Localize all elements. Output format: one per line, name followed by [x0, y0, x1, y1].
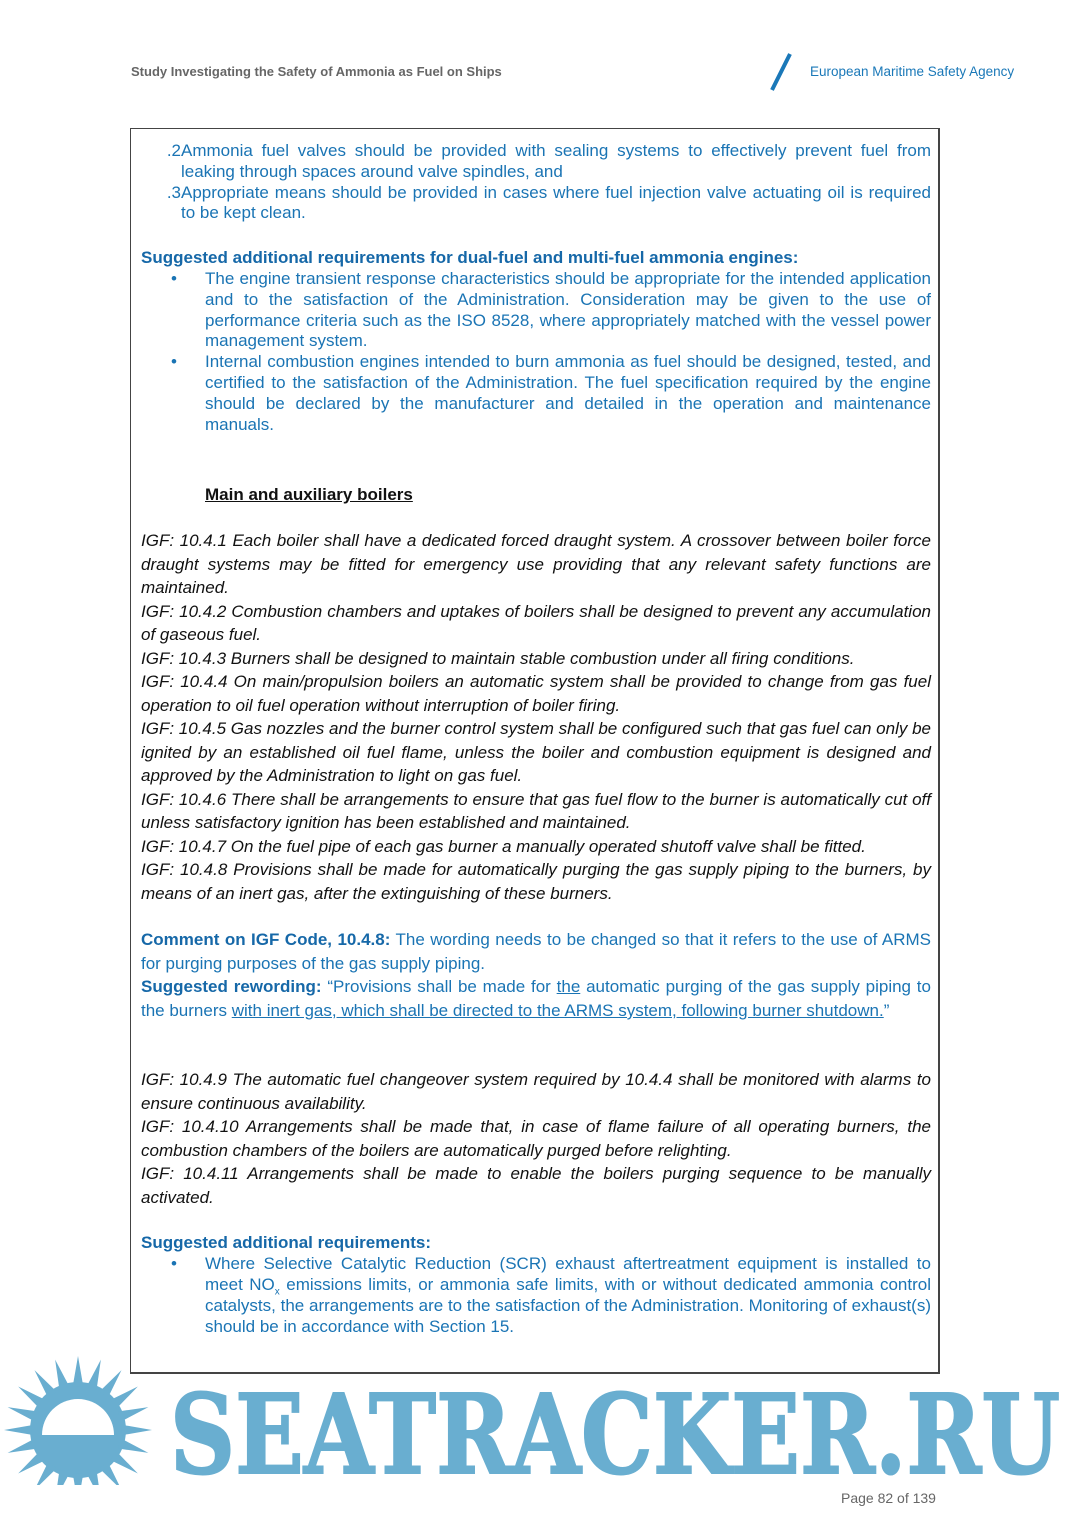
agency-logo-slash-icon [766, 52, 796, 92]
sun-ray [110, 1451, 138, 1473]
igf-paragraph: IGF: 10.4.7 On the fuel pipe of each gas burner a manually operated shutoff valve shall be fitted. [141, 836, 866, 856]
page-number: Page 82 of 139 [841, 1490, 936, 1506]
list-item [141, 352, 931, 435]
comment-label: Comment on IGF Code, 10.4.8: [141, 930, 391, 950]
comment-block [141, 928, 931, 1022]
sun-ray [18, 1387, 46, 1409]
igf-paragraph: IGF: 10.4.6 There shall be arrangements to ensure that gas fuel flow to the burner is automatically cut off unless satisfactory ignition has been established and maintained. [141, 789, 931, 833]
text-part: Where Selective Catalytic Reduction (SCR) exhaust aftertreatment equipment is installed to meet NO [205, 1254, 931, 1294]
igf-paragraph: IGF: 10.4.8 Provisions shall be made for automatically purging the gas supply piping to the burners, by means of an inert gas, after the extinguishing of these burners. [141, 860, 931, 903]
sun-ray [55, 1360, 69, 1390]
igf-paragraph: IGF: 10.4.5 Gas nozzles and the burner control system shall be configured such that gas fuel can only be ignited by an established oil fuel flame, unless the boiler and combustion equipment is designed and approved by the Administration to light on gas fuel. [141, 719, 932, 786]
item-text: Ammonia fuel valves should be provided with sealing systems to effectively prevent fuel from leaking through spaces around valve spindles, and [181, 141, 931, 181]
rewording-quote: ” [883, 1000, 890, 1020]
igf-paragraph: IGF: 10.4.4 On main/propulsion boilers an automatic system shall be provided to change from gas fuel operation to oil fuel operation without interruption of boiler firing. [141, 672, 931, 715]
sun-ray [122, 1425, 152, 1436]
item-text: The engine transient response characteristics should be appropriate for the intended application and to the satisfaction of the Administration. Consideration may be given to the use of performance criteria such as the ISO 8528, where appropriately matched with the vessel power management system. [205, 268, 931, 351]
igf-paragraph: IGF: 10.4.11 Arrangements shall be made to enable the boilers purging sequence to be manually activated. [141, 1164, 931, 1207]
sun-ray [73, 1356, 84, 1386]
document-title: Study Investigating the Safety of Ammonia as Fuel on Ships [131, 64, 502, 79]
item-text [205, 1254, 931, 1337]
subscript: x [274, 1286, 280, 1298]
bullet-icon: • [171, 268, 177, 288]
sun-ray [73, 1474, 84, 1485]
comment-text: The wording needs to be changed so that it refers to the use of ARMS for purging purposes of the gas supply piping. [141, 930, 931, 973]
sun-ray [86, 1360, 100, 1390]
sun-ray [118, 1438, 148, 1452]
list-item [141, 183, 931, 225]
igf-requirements-b [141, 1068, 931, 1209]
watermark-text: SEATRACKER.RU [170, 1370, 1060, 1485]
igf-paragraph: IGF: 10.4.9 The automatic fuel changeover system required by 10.4.4 shall be monitored with alarms to ensure continuous availability. [141, 1070, 931, 1113]
item-text: Appropriate means should be provided in cases where fuel injection valve actuating oil is required to be kept clean. [181, 182, 931, 223]
sun-ray [99, 1370, 121, 1398]
rewording-insert: with inert gas, which shall be directed to the ARMS system, following burner shutdown. [231, 1000, 884, 1020]
sun-ray [110, 1387, 138, 1409]
item-text: Internal combustion engines intended to burn ammonia as fuel should be designed, tested, and certified to the satisfaction of the Administration. The fuel specification required by the engine should be declared by the manufacturer and detailed in the operation and maintenance manuals. [205, 352, 931, 434]
rewording-label: Suggested rewording: [141, 977, 322, 997]
list-item [141, 141, 931, 183]
section-heading: Suggested additional requirements: [141, 1233, 431, 1253]
igf-paragraph: IGF: 10.4.10 Arrangements shall be made that, in case of flame failure of all operating burners, the combustion chambers of the boilers are automatically purged before relighting. [141, 1117, 931, 1160]
rewording-text: automatic purging of the gas supply piping to the burners [141, 977, 931, 1020]
sun-ray [4, 1425, 34, 1436]
sun-ray [8, 1438, 38, 1452]
list-item [141, 269, 931, 352]
igf-requirements-a [141, 529, 931, 905]
text-part: emissions limits, or ammonia safe limits, with or without dedicated ammonia control catalysts, the arrangements are to the satisfaction of the Administration. Monitoring of exhaust(s) should be in accordance with Section 15. [205, 1274, 931, 1336]
additional-requirements [141, 1233, 931, 1337]
list-item [141, 1254, 931, 1337]
igf-paragraph: IGF: 10.4.3 Burners shall be designed to maintain stable combustion under all firing conditions. [141, 648, 855, 668]
rewording-text: “Provisions shall be made for [321, 977, 557, 997]
rewording-insert: the [556, 977, 581, 997]
item-number: .3 [166, 182, 181, 202]
content-frame [130, 128, 940, 1374]
sun-ray [118, 1407, 148, 1421]
igf-paragraph: IGF: 10.4.2 Combustion chambers and uptakes of boilers shall be designed to prevent any accumulation of gaseous fuel. [141, 601, 931, 645]
item-number: .2 [166, 141, 181, 160]
bullet-icon: • [171, 352, 177, 372]
sun-ray [8, 1407, 38, 1421]
bullet-icon: • [171, 1254, 177, 1274]
numbered-list [141, 141, 931, 224]
dual-fuel-section [141, 248, 931, 435]
section-title: Main and auxiliary boilers [205, 485, 413, 505]
igf-paragraph: IGF: 10.4.1 Each boiler shall have a dedicated forced draught system. A crossover between boiler force draught systems may be fitted for emergency use providing that any relevant safety functions are maintained. [141, 531, 931, 598]
sun-ray [35, 1370, 57, 1398]
agency-name: European Maritime Safety Agency [810, 64, 1015, 79]
seatracker-watermark [0, 1355, 1080, 1485]
section-heading: Suggested additional requirements for dual-fuel and multi-fuel ammonia engines: [141, 248, 799, 268]
sun-ray [18, 1451, 46, 1473]
